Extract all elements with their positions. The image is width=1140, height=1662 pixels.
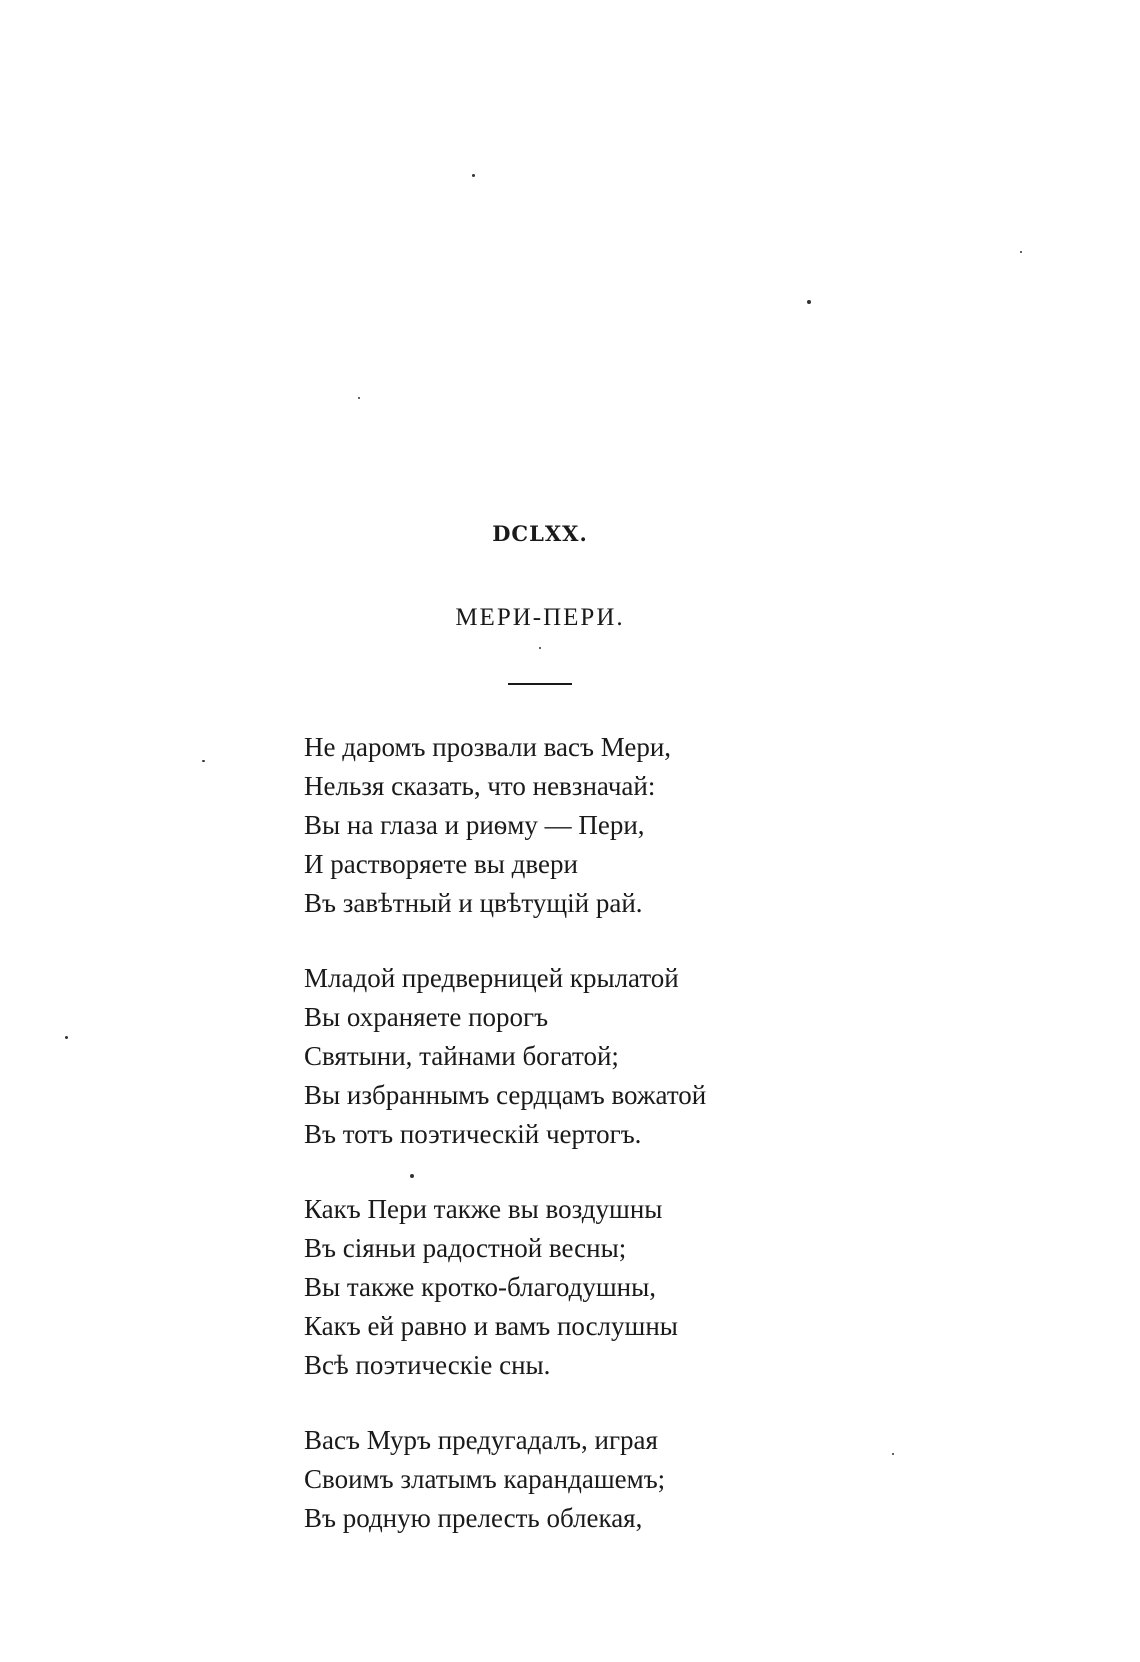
poem-line: Въ тотъ поэтическій чертогъ. <box>304 1119 642 1149</box>
poem-line: Въ сіяньи радостной весны; <box>304 1233 627 1263</box>
scan-speck <box>202 760 205 762</box>
poem-body <box>304 728 706 1574</box>
poem-line: Младой предверницей крылатой <box>304 963 679 993</box>
poem-line: Вы на глаза и риѳму — Пери, <box>304 810 645 840</box>
stanza <box>304 1421 706 1538</box>
poem-line: Вы также кротко-благодушны, <box>304 1272 656 1302</box>
scan-speck <box>472 174 475 177</box>
stanza <box>304 1190 706 1385</box>
scan-speck <box>65 1036 68 1039</box>
title-rule <box>508 683 572 685</box>
stanza <box>304 959 706 1154</box>
scan-speck <box>807 300 811 304</box>
poem-line: Своимъ златымъ карандашемъ; <box>304 1464 666 1494</box>
poem-line: Васъ Муръ предугадалъ, играя <box>304 1425 658 1455</box>
poem-line: Всѣ поэтическіе сны. <box>304 1350 551 1380</box>
scan-speck <box>1020 251 1022 253</box>
poem-title: МЕРИ-ПЕРИ. <box>455 604 625 631</box>
poem-line: Въ родную прелесть облекая, <box>304 1503 643 1533</box>
poem-line: Нельзя сказать, что невзначай: <box>304 771 656 801</box>
scan-speck <box>892 1453 894 1455</box>
poem-line: Вы охраняете порогъ <box>304 1002 549 1032</box>
scan-speck <box>539 647 541 649</box>
poem-line: Святыни, тайнами богатой; <box>304 1041 619 1071</box>
poem-line: И растворяете вы двери <box>304 849 578 879</box>
stanza <box>304 728 706 923</box>
poem-line: Не даромъ прозвали васъ Мери, <box>304 732 672 762</box>
poem-line: Вы избраннымъ сердцамъ вожатой <box>304 1080 707 1110</box>
scan-speck <box>358 397 360 399</box>
poem-line: Въ завѣтный и цвѣтущій рай. <box>304 888 643 918</box>
poem-line: Какъ Пери также вы воздушны <box>304 1194 663 1224</box>
poem-line: Какъ ей равно и вамъ послушны <box>304 1311 678 1341</box>
poem-number: DCLXX. <box>492 521 588 546</box>
